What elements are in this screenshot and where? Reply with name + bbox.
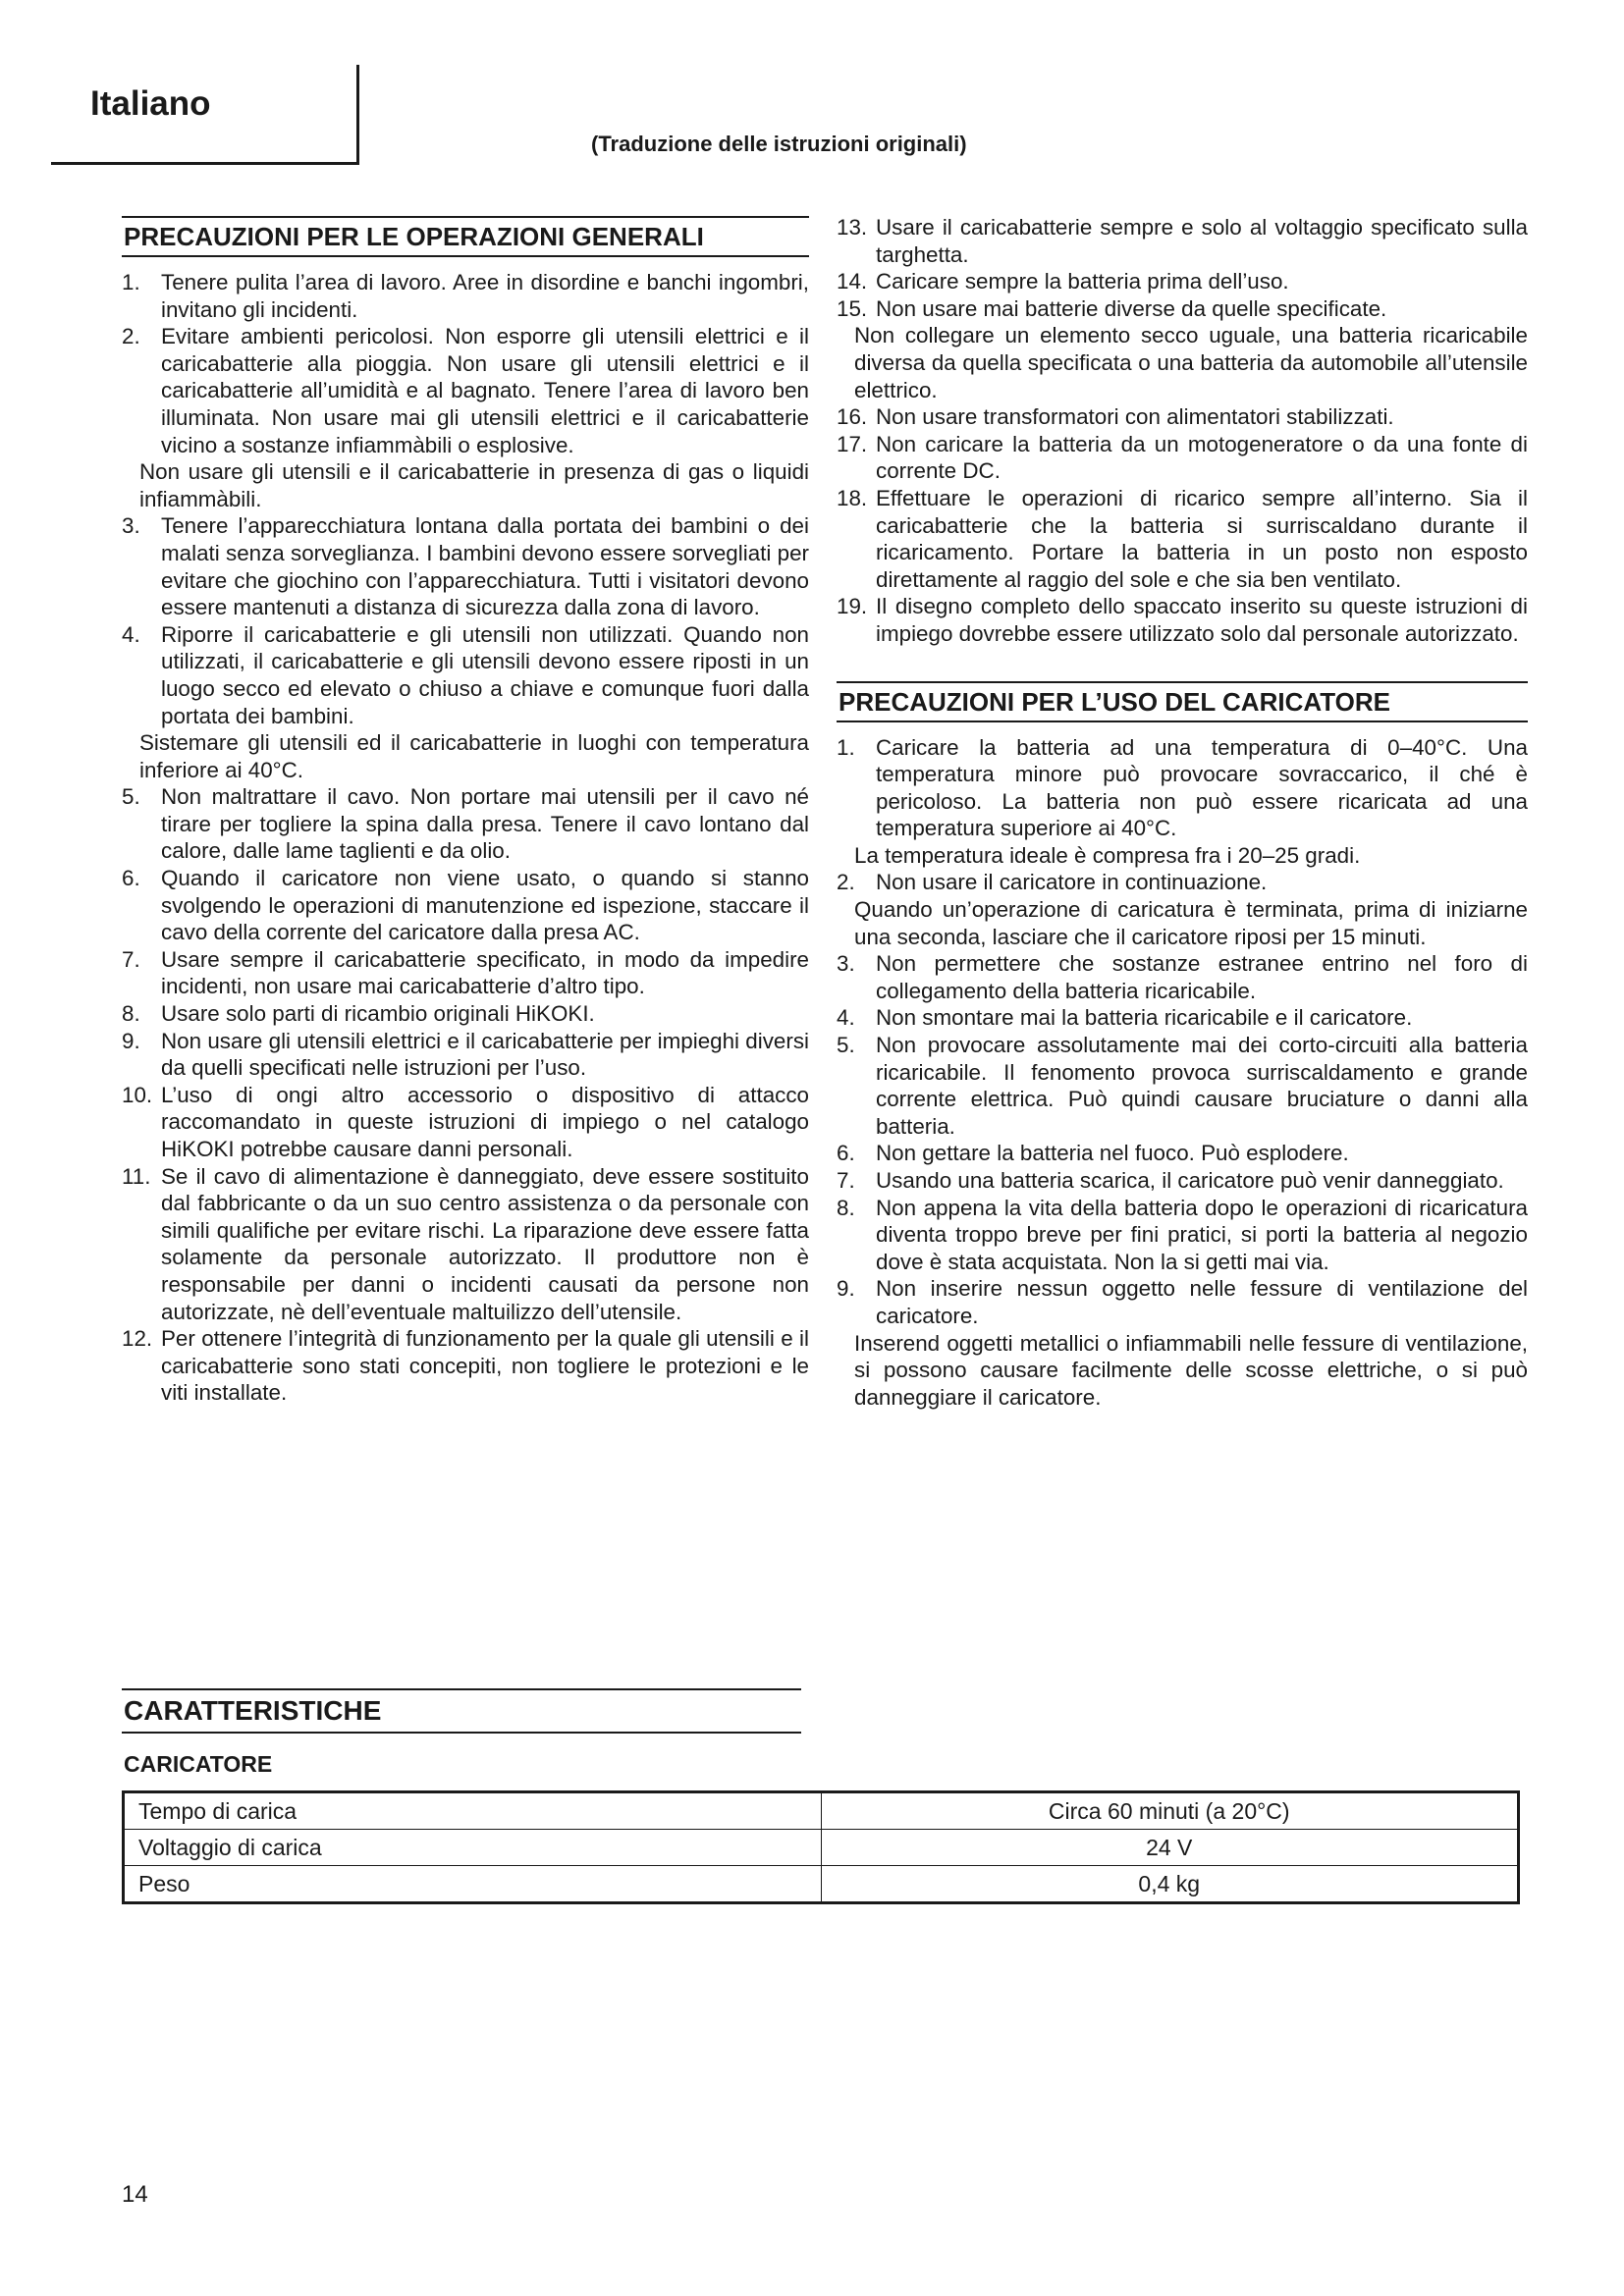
list-item [122, 323, 809, 458]
list-item [122, 1082, 809, 1163]
list-item-number: 12. [122, 1326, 153, 1352]
list-item [122, 1163, 809, 1326]
list-item-number: 5. [122, 784, 140, 810]
list-item-note [837, 842, 1528, 870]
spec-label: Tempo di carica [124, 1792, 822, 1830]
list-item [837, 268, 1528, 295]
list-item [837, 593, 1528, 647]
list-item-number: 16. [837, 404, 868, 430]
specs-table [122, 1790, 1520, 1904]
list-item [837, 1167, 1528, 1195]
list-item-text: Non provocare assolutamente mai dei corto-circuiti alla batteria ricaricabile. Il fenomento provoca surriscaldamento e grande corrente elettrica. Può quindi causare bruciature o danni alla batteria. [876, 1033, 1528, 1139]
charger-precautions-list [837, 734, 1528, 1412]
list-item-number: 4. [122, 621, 140, 647]
list-item [837, 734, 1528, 842]
list-item-text: Non maltrattare il cavo. Non portare mai utensili per il cavo né tirare per togliere la spina dalla presa. Tenere il cavo lontano dal calore, dalle lame taglienti e da olio. [161, 784, 809, 864]
document-subtitle: (Traduzione delle istruzioni originali) [591, 132, 967, 156]
general-precautions-list [122, 269, 809, 1407]
list-item-text: Non usare transformatori con alimentatori stabilizzati. [876, 404, 1394, 430]
list-item-number: 1. [122, 270, 140, 294]
list-item-number: 4. [837, 1005, 855, 1031]
list-item-number: 8. [837, 1195, 855, 1220]
list-item-text: Quando il caricatore non viene usato, o quando si stanno svolgendo le operazioni di manutenzione ed ispezione, staccare il cavo della corrente del caricatore dalla presa AC. [161, 866, 809, 945]
list-item-text: Non usare gli utensili elettrici e il caricabatterie per impieghi diversi da quelli specificati nelle istruzioni per l’uso. [161, 1028, 809, 1081]
list-item-number: 11. [122, 1163, 151, 1189]
list-item-text: Riporre il caricabatterie e gli utensili non utilizzati. Quando non utilizzati, il caricabatterie e gli utensili devono essere riposti in un luogo secco ed elevato o chiuso a chiave e comunque fuori dalla portata dei bambini. [161, 621, 809, 728]
list-item-text: Sistemare gli utensili ed il caricabatterie in luoghi con temperatura inferiore ai 40°C. [139, 730, 809, 782]
list-item-number: 17. [837, 431, 868, 456]
table-row [124, 1792, 1519, 1830]
list-item-number: 10. [122, 1082, 153, 1107]
list-item-number: 13. [837, 215, 868, 240]
list-item-number: 2. [837, 870, 855, 895]
list-item-text: Per ottenere l’integrità di funzionamento per la quale gli utensili e il caricabatterie sono stati concepiti, non togliere le protezioni e le viti installate. [161, 1326, 809, 1406]
list-item-text: Caricare la batteria ad una temperatura di 0–40°C. Una temperatura minore può provocare sovraccarico, il ché è pericoloso. La batteria non può essere ricaricata ad una temperatura superiore ai 40°C. [876, 734, 1528, 841]
list-item-text: Quando un’operazione di caricatura è terminata, prima di iniziarne una seconda, lasciare che il caricatore riposi per 15 minuti. [854, 897, 1528, 949]
general-precautions-title: PRECAUZIONI PER LE OPERAZIONI GENERALI [122, 216, 809, 257]
section-gap [837, 648, 1528, 681]
list-item-note [837, 1330, 1528, 1412]
list-item [837, 950, 1528, 1004]
spec-label: Voltaggio di carica [124, 1830, 822, 1866]
list-item-note [837, 322, 1528, 403]
list-item [837, 1195, 1528, 1276]
spec-value: 24 V [821, 1830, 1519, 1866]
list-item-text: Effettuare le operazioni di ricarico sempre all’interno. Sia il caricabatterie che la batteria si surriscaldano durante il ricaricamento. Portare la batteria in un posto non esposto direttamente al raggio del sole e che sia ben ventilato. [876, 485, 1528, 592]
list-item [122, 269, 809, 323]
list-item-text: Usando una batteria scarica, il caricatore può venir danneggiato. [876, 1168, 1504, 1193]
list-item-text: Non caricare la batteria da un motogeneratore o da una fonte di corrente DC. [876, 431, 1528, 484]
list-item [122, 621, 809, 729]
list-item [122, 512, 809, 620]
list-item-note [122, 729, 809, 783]
list-item [837, 1275, 1528, 1329]
list-item-text: Evitare ambienti pericolosi. Non esporre gli utensili elettrici e il caricabatterie alla pioggia. Non usare gli utensili elettrici e il caricabatterie all’umidità e al bagnato. Tenere l’area di lavoro ben illuminata. Non usare mai gli utensili elettrici e il caricabatterie vicino a sostanze infiammàbili o esplosive. [161, 324, 809, 457]
list-item [837, 403, 1528, 431]
list-item-text: Non usare il caricatore in continuazione. [876, 870, 1268, 895]
list-item-text: Caricare sempre la batteria prima dell’uso. [876, 269, 1289, 294]
list-item-note [837, 896, 1528, 950]
list-item-number: 8. [122, 1001, 140, 1027]
list-item-text: Usare il caricabatterie sempre e solo al voltaggio specificato sulla targhetta. [876, 215, 1528, 267]
specs-subtitle: CARICATORE [124, 1751, 273, 1777]
language-title: Italiano [90, 84, 211, 123]
list-item-number: 1. [837, 734, 855, 760]
list-item-text: Usare solo parti di ricambio originali HiKOKI. [161, 1001, 595, 1027]
table-row [124, 1866, 1519, 1903]
list-item [837, 485, 1528, 593]
right-column [837, 214, 1528, 1411]
list-item [122, 1000, 809, 1028]
spec-value: Circa 60 minuti (a 20°C) [821, 1792, 1519, 1830]
list-item-note [122, 458, 809, 512]
list-item-text: Non usare gli utensili e il caricabatterie in presenza di gas o liquidi infiammàbili. [139, 459, 809, 511]
list-item [837, 1032, 1528, 1140]
list-item [122, 946, 809, 1000]
list-item-text: Il disegno completo dello spaccato inserito su queste istruzioni di impiego dovrebbe essere utilizzato solo dal personale autorizzato. [876, 594, 1528, 646]
specs-title: CARATTERISTICHE [122, 1688, 801, 1734]
list-item-number: 9. [837, 1276, 855, 1302]
list-item-number: 5. [837, 1033, 855, 1058]
list-item-text: La temperatura ideale è compresa fra i 20–25 gradi. [854, 842, 1361, 868]
list-item-number: 3. [837, 951, 855, 977]
list-item [837, 295, 1528, 323]
list-item [837, 1004, 1528, 1032]
spec-label: Peso [124, 1866, 822, 1903]
list-item-text: Non collegare un elemento secco uguale, una batteria ricaricabile diversa da quella specificata o una batteria da automobile all’utensile elettrico. [854, 323, 1528, 402]
table-row [124, 1830, 1519, 1866]
list-item [122, 1325, 809, 1407]
left-column [122, 216, 809, 1407]
list-item-text: Non usare mai batterie diverse da quelle specificate. [876, 295, 1387, 321]
list-item-number: 19. [837, 594, 868, 619]
list-item-number: 15. [837, 295, 868, 321]
list-item-text: Se il cavo di alimentazione è danneggiato, deve essere sostituito dal fabbricante o da un suo centro assistenza o da personale con simili qualifiche per evitare rischi. La riparazione deve essere fatta solamente da personale autorizzato. Il produttore non è responsabile per danni o incidenti causati da persone non autorizzate, nè dell’eventuale maltuilizzo dell’utensile. [161, 1163, 809, 1324]
list-item [837, 431, 1528, 485]
list-item-number: 2. [122, 324, 140, 349]
list-item-text: Inserend oggetti metallici o infiammabili nelle fessure di ventilazione, si possono causare facilmente delle scosse elettriche, o si può danneggiare il caricatore. [854, 1330, 1528, 1410]
general-precautions-list-continued [837, 214, 1528, 648]
page-number: 14 [122, 2181, 148, 2208]
list-item-number: 14. [837, 269, 868, 294]
list-item-number: 18. [837, 485, 868, 510]
list-item-text: Tenere l’apparecchiatura lontana dalla portata dei bambini o dei malati senza sorveglianza. I bambini devono essere sorvegliati per evitare che giochino con l’apparecchiatura. Tutti i visitatori devono essere mantenuti a distanza di sicurezza dalla zona di lavoro. [161, 513, 809, 620]
list-item-number: 7. [837, 1168, 855, 1193]
list-item-text: Non gettare la batteria nel fuoco. Può esplodere. [876, 1141, 1349, 1166]
list-item [122, 783, 809, 865]
list-item-text: L’uso di ongi altro accessorio o dispositivo di attacco raccomandato in queste istruzioni di impiego o nel catalogo HiKOKI potrebbe causare danni personali. [161, 1082, 809, 1161]
list-item [122, 1028, 809, 1082]
charger-precautions-title: PRECAUZIONI PER L’USO DEL CARICATORE [837, 681, 1528, 722]
list-item-number: 6. [122, 866, 140, 891]
list-item-text: Non permettere che sostanze estranee entrino nel foro di collegamento della batteria ricaricabile. [876, 951, 1528, 1003]
list-item-text: Tenere pulita l’area di lavoro. Aree in disordine e banchi ingombri, invitano gli incidenti. [161, 270, 809, 322]
list-item-text: Non smontare mai la batteria ricaricabile e il caricatore. [876, 1005, 1413, 1031]
list-item [837, 214, 1528, 268]
list-item [837, 1140, 1528, 1167]
list-item-number: 3. [122, 513, 140, 539]
spec-value: 0,4 kg [821, 1866, 1519, 1903]
list-item-text: Non appena la vita della batteria dopo le operazioni di ricaricatura diventa troppo breve per fini pratici, si porti la batteria al negozio dove è stata acquistata. Non la si getti mai via. [876, 1195, 1528, 1274]
list-item-number: 9. [122, 1028, 140, 1053]
list-item [837, 869, 1528, 896]
list-item-number: 7. [122, 946, 140, 972]
list-item-text: Usare sempre il caricabatterie specificato, in modo da impedire incidenti, non usare mai caricabatterie d’altro tipo. [161, 946, 809, 999]
list-item [122, 865, 809, 946]
list-item-number: 6. [837, 1141, 855, 1166]
list-item-text: Non inserire nessun oggetto nelle fessure di ventilazione del caricatore. [876, 1276, 1528, 1328]
